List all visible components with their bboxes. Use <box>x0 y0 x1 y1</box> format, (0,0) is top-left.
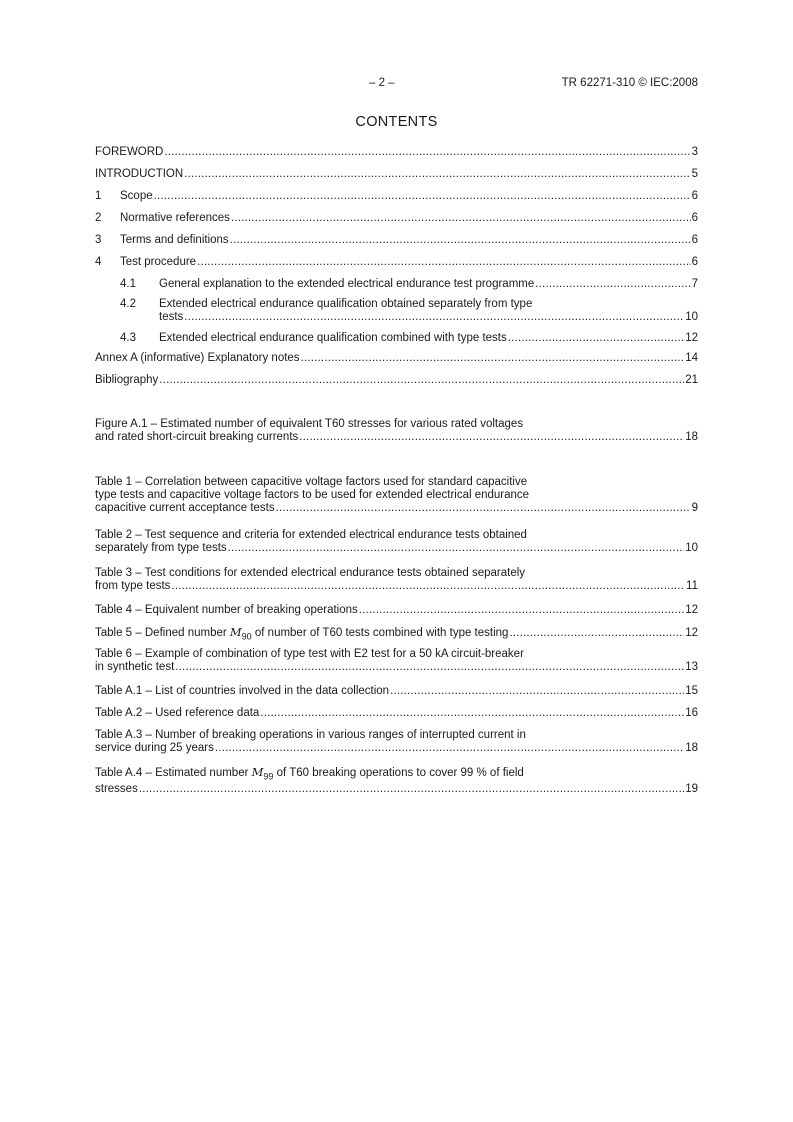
toc-entry-introduction[interactable] <box>95 168 698 181</box>
toc-page: 5 <box>691 168 698 180</box>
document-id: TR 62271-310 © IEC:2008 <box>561 77 698 89</box>
table-text: Table A.3 – Number of breaking operations in various ranges of interrupted current in <box>95 729 526 741</box>
table-text: Table 3 – Test conditions for extended electrical endurance tests obtained separately <box>95 567 526 579</box>
table-entry-4[interactable] <box>95 604 698 617</box>
toc-text: FOREWORD <box>95 146 164 158</box>
table-text-continued: separately from type tests <box>95 542 227 554</box>
dot-leader <box>171 580 685 593</box>
dot-leader <box>508 332 684 345</box>
symbol-m99: $M_{99}$ <box>251 765 274 782</box>
dot-leader <box>215 742 684 755</box>
toc-text: Extended electrical endurance qualification combined with type tests <box>159 332 507 344</box>
table-entry-5[interactable] <box>95 626 698 643</box>
dot-leader <box>164 146 690 159</box>
table-page: 15 <box>685 685 698 697</box>
page-number: – 2 – <box>369 77 395 89</box>
table-text: Table A.2 – Used reference data <box>95 707 260 719</box>
toc-page: 10 <box>685 311 698 323</box>
toc-page: 6 <box>691 234 698 246</box>
symbol-m90: $M_{90}$ <box>229 625 252 642</box>
toc-text: Scope <box>120 190 153 202</box>
table-text-continued: type tests and capacitive voltage factors to be used for extended electrical endurance <box>95 489 530 501</box>
table-text: Table A.4 – Estimated number $M_{99}$ of T60 breaking operations to cover 99 % of field <box>95 765 524 782</box>
figure-entry-a1[interactable] <box>95 418 698 444</box>
table-entry-1[interactable] <box>95 476 698 515</box>
table-page: 9 <box>691 502 698 514</box>
toc-text: Extended electrical endurance qualification obtained separately from type <box>159 298 533 310</box>
toc-page: 3 <box>691 146 698 158</box>
toc-text: Test procedure <box>120 256 197 268</box>
dot-leader <box>301 352 685 365</box>
dot-leader <box>509 627 684 640</box>
dot-leader <box>390 685 684 698</box>
figure-page: 18 <box>685 431 698 443</box>
dot-leader <box>175 661 684 674</box>
table-entry-a3[interactable] <box>95 729 698 755</box>
toc-page: 6 <box>691 256 698 268</box>
toc-entry-4-2[interactable] <box>95 298 698 324</box>
table-page: 19 <box>685 783 698 796</box>
table-entry-6[interactable] <box>95 648 698 674</box>
dot-leader <box>159 374 684 387</box>
toc-text: General explanation to the extended electrical endurance test programme <box>159 278 535 290</box>
table-entry-3[interactable] <box>95 567 698 593</box>
dot-leader <box>299 431 684 444</box>
dot-leader <box>276 502 691 515</box>
toc-page: 14 <box>685 352 698 364</box>
toc-entry-4-3[interactable] <box>95 332 698 345</box>
toc-entry-terms-and-definitions[interactable] <box>95 234 698 247</box>
toc-text: INTRODUCTION <box>95 168 184 180</box>
dot-leader <box>197 256 691 269</box>
dot-leader <box>154 190 691 203</box>
toc-page: 6 <box>691 212 698 224</box>
toc-number: 4 <box>95 256 102 268</box>
table-text-continued: in synthetic test <box>95 661 175 673</box>
table-text: Table 4 – Equivalent number of breaking operations <box>95 604 358 616</box>
table-text: Table 1 – Correlation between capacitive voltage factors used for standard capacitive <box>95 476 528 488</box>
page-title: CONTENTS <box>355 114 438 130</box>
toc-page: 12 <box>685 332 698 344</box>
table-text-continued: capacitive current acceptance tests <box>95 502 275 514</box>
toc-entry-bibliography[interactable] <box>95 374 698 387</box>
toc-number: 4.3 <box>120 332 136 344</box>
table-text: Table 6 – Example of combination of type test with E2 test for a 50 kA circuit-breaker <box>95 648 524 660</box>
table-page: 13 <box>685 661 698 673</box>
dot-leader <box>184 311 684 324</box>
toc-entry-4-1[interactable] <box>95 278 698 291</box>
toc-entry-test-procedure[interactable] <box>95 256 698 269</box>
toc-number: 4.2 <box>120 298 136 310</box>
toc-page: 21 <box>685 374 698 386</box>
page-header <box>95 77 698 93</box>
table-text-continued: stresses <box>95 783 138 796</box>
toc-page: 6 <box>691 190 698 202</box>
toc-number: 1 <box>95 190 102 202</box>
figure-text: Figure A.1 – Estimated number of equivalent T60 stresses for various rated voltages <box>95 418 524 430</box>
table-text: Table 2 – Test sequence and criteria for extended electrical endurance tests obtained <box>95 529 527 541</box>
dot-leader <box>230 234 691 247</box>
toc-text: Normative references <box>120 212 230 224</box>
table-entry-a2[interactable] <box>95 707 698 720</box>
table-page: 12 <box>685 604 698 616</box>
dot-leader <box>535 278 690 291</box>
toc-entry-normative-references[interactable] <box>95 212 698 225</box>
toc-number: 4.1 <box>120 278 136 290</box>
toc-text: Terms and definitions <box>120 234 229 246</box>
dot-leader <box>184 168 690 181</box>
table-page: 16 <box>685 707 698 719</box>
table-entry-a4[interactable] <box>95 766 698 796</box>
toc-text-continued: tests <box>159 311 184 323</box>
dot-leader <box>260 707 684 720</box>
table-page: 11 <box>686 580 698 592</box>
toc-text: Annex A (informative) Explanatory notes <box>95 352 300 364</box>
table-page: 12 <box>685 627 698 639</box>
dot-leader <box>228 542 685 555</box>
table-text: Table 5 – Defined number $M_{90}$ of number of T60 tests combined with type testing <box>95 625 509 642</box>
table-entry-a1[interactable] <box>95 685 698 698</box>
toc-entry-annex-a[interactable] <box>95 352 698 365</box>
toc-number: 3 <box>95 234 102 246</box>
toc-text: Bibliography <box>95 374 159 386</box>
toc-page: 7 <box>691 278 698 290</box>
toc-number: 2 <box>95 212 102 224</box>
dot-leader <box>231 212 691 225</box>
table-page: 18 <box>685 742 698 754</box>
dot-leader <box>359 604 684 617</box>
table-entry-2[interactable] <box>95 529 698 555</box>
toc-entry-foreword[interactable] <box>95 146 698 159</box>
table-text-continued: from type tests <box>95 580 171 592</box>
table-text: Table A.1 – List of countries involved in the data collection <box>95 685 390 697</box>
table-page: 10 <box>685 542 698 554</box>
dot-leader <box>139 783 684 796</box>
toc-entry-scope[interactable] <box>95 190 698 203</box>
figure-text-continued: and rated short-circuit breaking currents <box>95 431 299 443</box>
table-text-continued: service during 25 years <box>95 742 214 754</box>
